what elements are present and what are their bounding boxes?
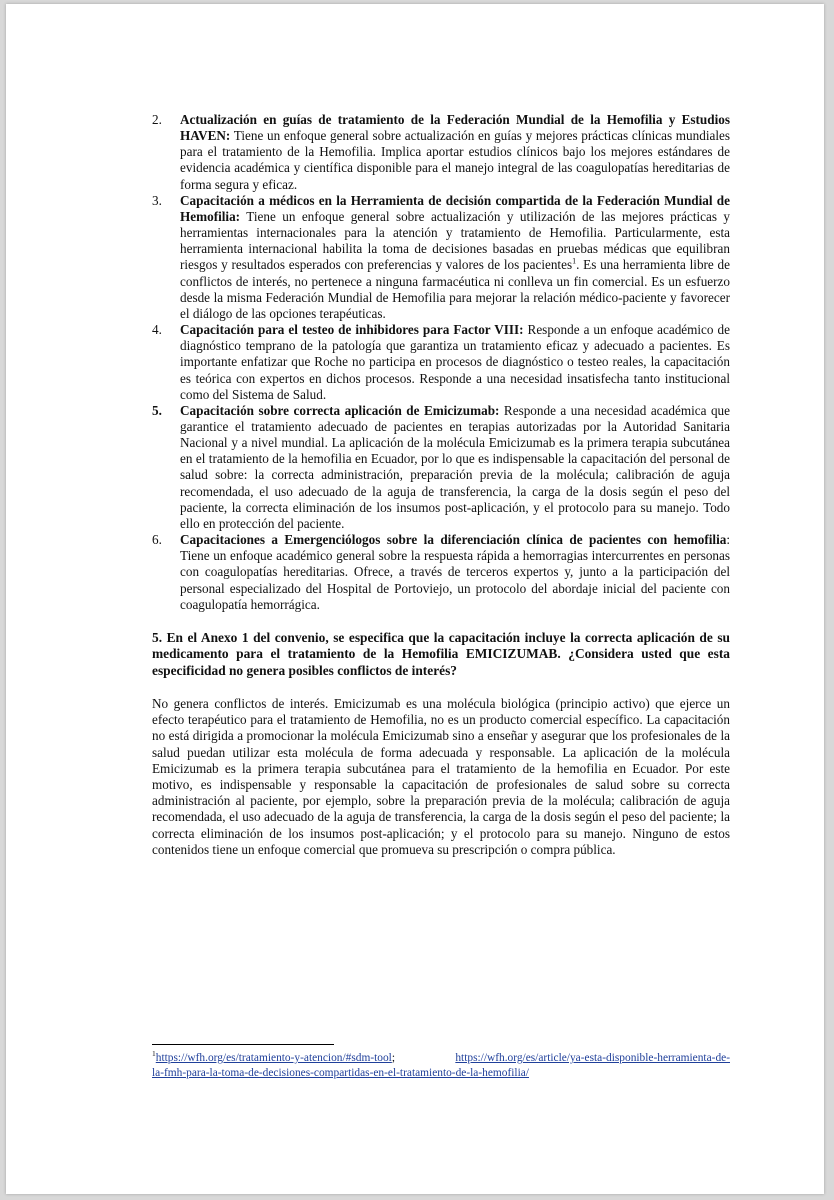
footnote-reference[interactable]: 1 <box>572 257 577 267</box>
list-item <box>152 532 730 613</box>
training-list <box>152 112 730 613</box>
item-text: Responde a una necesidad académica que garantice el tratamiento adecuado de pacientes en terapias autorizadas por la Autoridad Sanitaria Nacional y a nivel mundial. La aplicación de la molécula Emicizumab es la primera terapia subcutánea en el tratamiento de la hemofilia en Ecuador, por lo que es indispensable la capacitación del personal de salud sobre: la correcta administración, preparación previa de la molécula; calibración de aguja recomendada, el uso adecuado de la aguja de transferencia, la carga de la dosis según el peso del paciente, la correcta eliminación de los insumos post-aplicación, y el protocolo para su manejo. Todo ello en protección del paciente. <box>180 402 730 531</box>
list-item <box>152 403 730 532</box>
item-text: Tiene un enfoque general sobre actualización y utilización de las mejores prácticas y herramientas internacionales para la atención y tratamiento de Hemofilia. Particularmente, esta herramienta internacional habilita la toma de decisiones basadas en pruebas médicas que equilibran riesgos y resultados esperados con preferencias y valores de los pacientes <box>180 208 730 273</box>
item-number: 4. <box>152 322 162 338</box>
footnote-marker: 1 <box>152 1049 156 1059</box>
footnote-link-article[interactable]: https://wfh.org/es/article/ya-esta-disponible-herramienta-de-la-fmh-para-la-toma-de-decisiones-compartidas-en-el-tratamiento-de-la-hemofilia/ <box>152 1052 730 1079</box>
footnote-link-sdm-tool[interactable]: https://wfh.org/es/tratamiento-y-atencion/#sdm-tool <box>155 1052 392 1064</box>
item-title: Actualización en guías de tratamiento de la Federación Mundial de la Hemofilia y Estudios HAVEN: <box>180 112 730 144</box>
document-page <box>6 4 824 1194</box>
item-title: Capacitaciones a Emergenciólogos sobre la diferenciación clínica de pacientes con hemofilia <box>180 532 727 548</box>
list-item <box>152 322 730 403</box>
item-text: : Tiene un enfoque académico general sobre la respuesta rápida a hemorragias intercurrentes en personas con coagulopatías hereditarias. Ofrece, a través de terceros expertos y, junto a la participación del personal especializado del Hospital de Portoviejo, un protocolo del abordaje inicial del paciente con coagulopatía hemorrágica. <box>180 532 730 612</box>
question-heading: 5. En el Anexo 1 del convenio, se especifica que la capacitación incluye la correcta aplicación de su medicamento para el tratamiento de la Hemofilia EMICIZUMAB. ¿Considera usted que esta especificidad no genera posibles conflictos de interés? <box>152 629 730 678</box>
item-number: 5. <box>152 402 162 418</box>
item-text-continued: . Es una herramienta libre de conflictos de interés, no pertenece a ninguna farmacéutica ni conlleva un fin comercial. Es un esfuerzo desde la misma Federación Mundial de Hemofilia para mejorar la relación médico-paciente y favorecer el diálogo de las opciones terapéuticas. <box>180 257 730 321</box>
answer-paragraph: No genera conflictos de interés. Emicizumab es una molécula biológica (principio activo) que ejerce un efecto terapéutico para el tratamiento de Hemofilia, no es un producto comercial específico. La capacitación no está dirigida a promocionar la molécula Emicizumab sino a enseñar y asegurar que los profesionales de la salud puedan utilizar esta molécula de forma adecuada y responsable. La aplicación de la molécula Emicizumab es la primera terapia subcutánea para el tratamiento de la hemofilia en Ecuador. Por este motivo, es indispensable y responsable la capacitación de profesionales de salud sobre su correcta administración al paciente, por ejemplo, sobre la preparación previa de la molécula; calibración de aguja recomendada, el uso adecuado de la aguja de transferencia, la carga de la dosis según el peso del paciente; la correcta eliminación de los insumos post-aplicación; y el protocolo para su manejo. Ninguno de estos contenidos tiene un enfoque comercial que promueva su prescripción o compra pública. <box>152 696 730 857</box>
item-number: 3. <box>152 192 162 208</box>
item-text: Tiene un enfoque general sobre actualización en guías y mejores prácticas clínicas mundiales para el tratamiento de la Hemofilia. Implica aportar estudios clínicos bajo los mejores estándares de evidencia académica y científica disponible para el manejo integral de las coagulopatías hereditarias de forma segura y eficaz. <box>180 128 730 192</box>
item-number: 6. <box>152 532 162 548</box>
item-title: Capacitación para el testeo de inhibidores para Factor VIII: <box>180 322 524 338</box>
item-title: Capacitación sobre correcta aplicación de Emicizumab: <box>180 402 500 418</box>
footnote <box>152 1051 730 1081</box>
list-item <box>152 193 730 322</box>
footnote-separator-text: ; <box>391 1052 396 1064</box>
footnote-separator <box>152 1044 334 1045</box>
item-title: Capacitación a médicos en la Herramienta de decisión compartida de la Federación Mundial de Hemofilia: <box>180 192 730 224</box>
document-body <box>152 112 730 871</box>
item-text: Responde a un enfoque académico de diagnóstico temprano de la patología que garantiza un tratamiento eficaz y adecuado a pacientes. Es importante enfatizar que Roche no participa en procesos de diagnóstico o testeo reales, la capacitación es teórica con expertos en dichos procesos. Responde a una necesidad insatisfecha tanto institucional como del Sistema de Salud. <box>180 322 730 402</box>
item-number: 2. <box>152 112 162 127</box>
list-item <box>152 112 730 193</box>
